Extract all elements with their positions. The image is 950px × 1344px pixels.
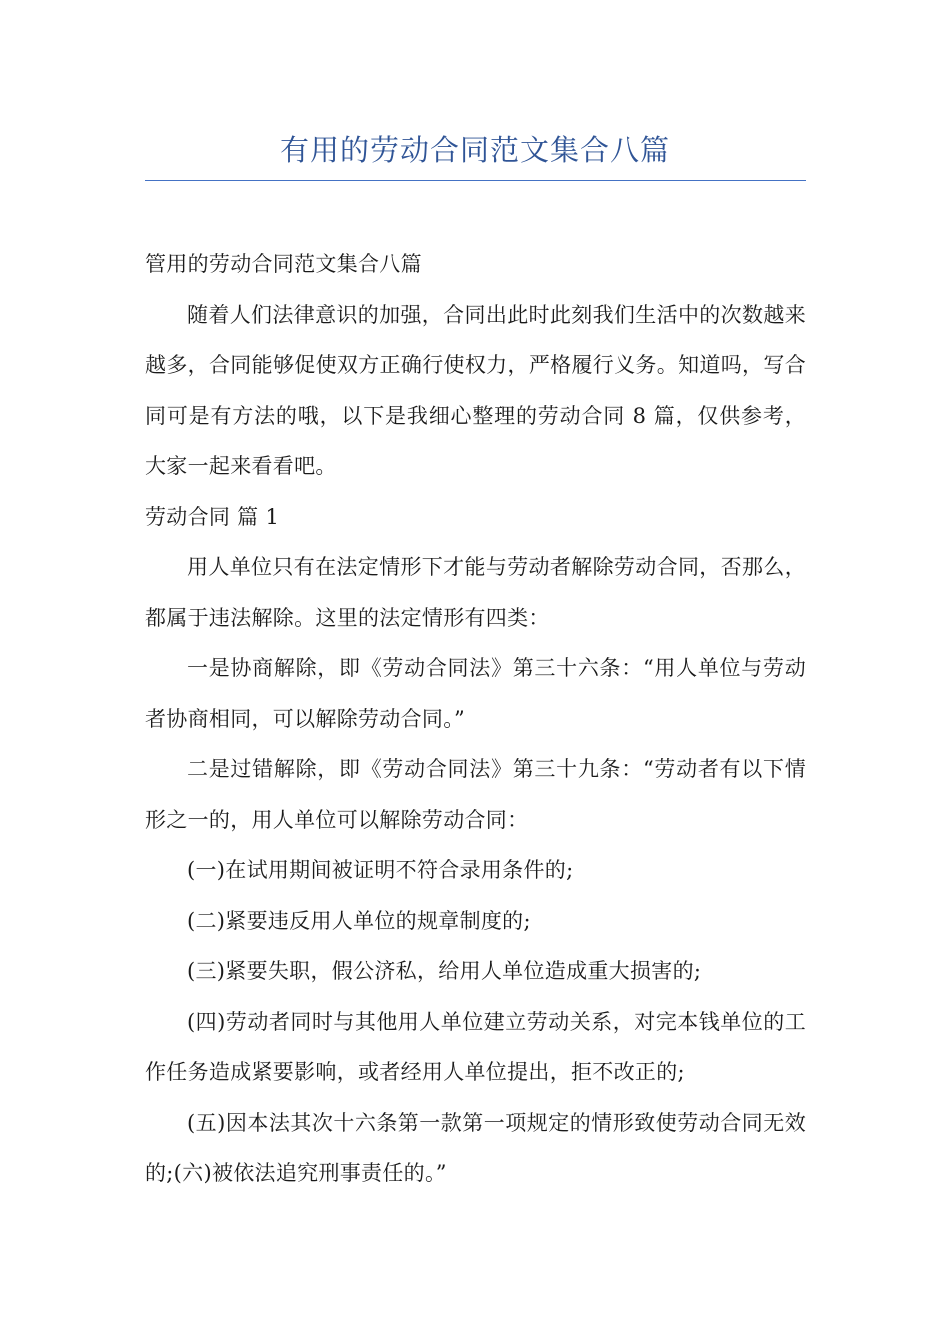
list-item: (四)劳动者同时与其他用人单位建立劳动关系，对完本钱单位的工作任务造成紧要影响，或者经用人单位提出，拒不改正的; bbox=[145, 1009, 806, 1084]
title-underline bbox=[145, 180, 806, 181]
section-heading-1: 劳动合同 篇 1 bbox=[145, 504, 280, 529]
list-item: (二)紧要违反用人单位的规章制度的; bbox=[187, 908, 531, 933]
paragraph-intro: 随着人们法律意识的加强，合同出此时此刻我们生活中的次数越来越多，合同能够促使双方正确行使权力，严格履行义务。知道吗，写合同可是有方法的哦，以下是我细心整理的劳动合同 8 篇，仅供参考，大家一起来看看吧。 bbox=[145, 302, 806, 478]
list-item: (三)紧要失职，假公济私，给用人单位造成重大损害的; bbox=[187, 959, 702, 983]
paragraph: 用人单位只有在法定情形下才能与劳动者解除劳动合同，否那么，都属于违法解除。这里的法定情形有四类： bbox=[145, 555, 806, 630]
paragraph-subtitle: 管用的劳动合同范文集合八篇 bbox=[145, 252, 422, 276]
document-body bbox=[145, 239, 806, 1199]
list-item: (一)在试用期间被证明不符合录用条件的; bbox=[187, 858, 574, 882]
list-item: (五)因本法其次十六条第一款第一项规定的情形致使劳动合同无效的;(六)被依法追究刑事责任的。” bbox=[145, 1110, 806, 1185]
document-title: 有用的劳动合同范文集合八篇 bbox=[279, 133, 670, 167]
paragraph: 一是协商解除，即《劳动合同法》第三十六条：“用人单位与劳动者协商相同，可以解除劳动合同。” bbox=[145, 656, 806, 731]
paragraph: 二是过错解除，即《劳动合同法》第三十九条：“劳动者有以下情形之一的，用人单位可以解除劳动合同： bbox=[145, 757, 806, 832]
